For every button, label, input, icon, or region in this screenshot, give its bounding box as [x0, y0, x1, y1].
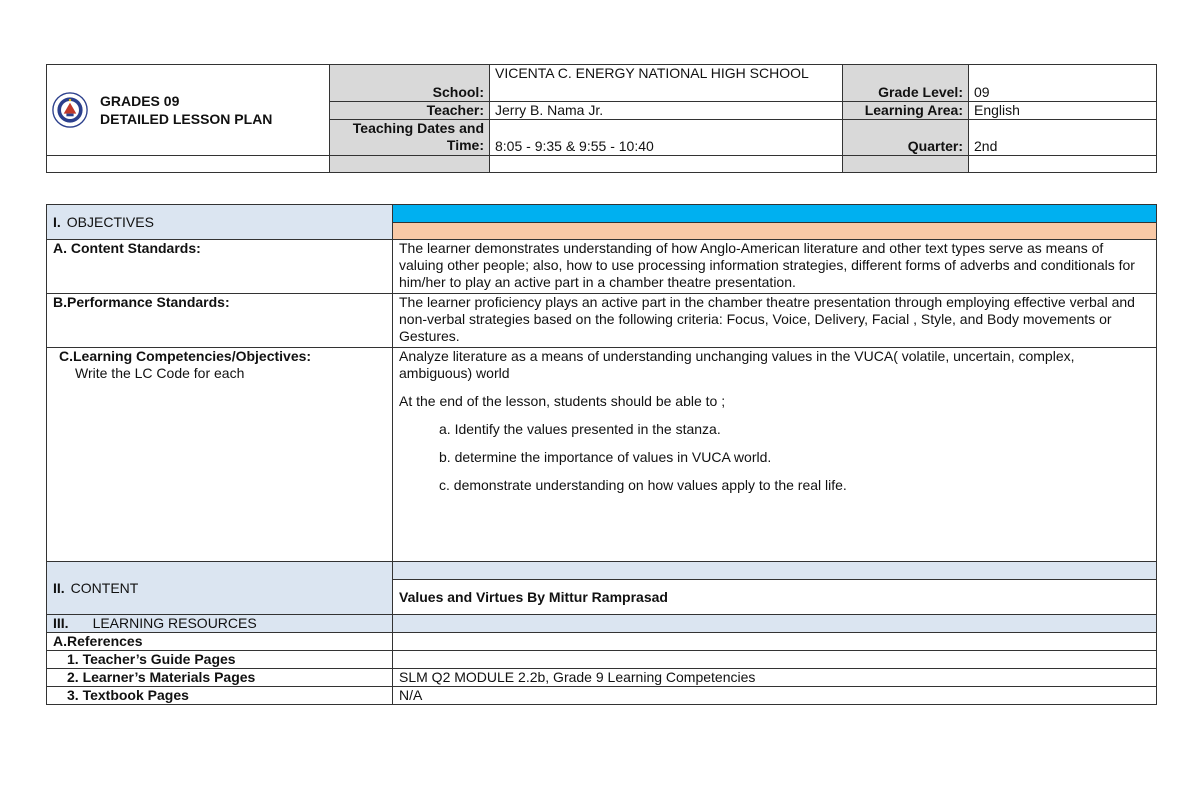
textbook-value: N/A — [393, 687, 1157, 705]
resources-heading-cell — [47, 615, 393, 633]
teacher-label: Teacher: — [330, 102, 490, 120]
performance-standards-label: B.Performance Standards: — [47, 294, 393, 348]
resources-numeral: III. — [53, 615, 69, 631]
content-standards-text: The learner demonstrates understanding of how Anglo-American literature and other text types serve as means of valuing other people; also, how to use processing information strategies, different forms of adverbs and conditionals for him/her to play an active part in a chamber theatre presentation. — [393, 240, 1157, 294]
lesson-plan-header-table — [46, 64, 1157, 173]
objectives-heading: OBJECTIVES — [66, 213, 154, 230]
teaching-dates-label: Teaching Dates and Time: — [330, 120, 490, 156]
objectives-heading-cell — [47, 205, 393, 240]
header-empty-cell — [490, 156, 843, 173]
teachers-guide-label: 1. Teacher’s Guide Pages — [47, 651, 393, 669]
deped-seal-icon — [52, 92, 88, 128]
header-empty-cell — [47, 156, 330, 173]
competencies-content-cell — [393, 348, 1157, 562]
content-standards-label: A. Content Standards: — [47, 240, 393, 294]
references-label: A.References — [47, 633, 393, 651]
quarter-value: 2nd — [969, 120, 1157, 156]
header-logo-cell — [47, 65, 330, 156]
plan-type-title: DETAILED LESSON PLAN — [100, 111, 273, 127]
content-shaded-band — [393, 562, 1157, 580]
competencies-sublabel: Write the LC Code for each — [75, 365, 245, 381]
school-value: VICENTA C. ENERGY NATIONAL HIGH SCHOOL — [490, 65, 843, 102]
content-heading-cell — [47, 562, 393, 615]
competencies-text: Analyze literature as a means of understanding unchanging values in the VUCA( volatile, uncertain, complex, ambiguous) world — [399, 348, 1075, 381]
content-value: Values and Virtues By Mittur Ramprasad — [393, 580, 1157, 615]
content-numeral: II. — [53, 579, 65, 596]
objective-item: c. demonstrate understanding on how values apply to the real life. — [439, 477, 847, 493]
learning-area-label: Learning Area: — [843, 102, 969, 120]
resources-shaded-band — [393, 615, 1157, 633]
objectives-peach-band — [393, 223, 1157, 240]
lesson-intro: At the end of the lesson, students should be able to ; — [399, 393, 726, 409]
teacher-value: Jerry B. Nama Jr. — [490, 102, 843, 120]
objective-item: a. Identify the values presented in the stanza. — [439, 421, 721, 437]
grade-level-value: 09 — [969, 65, 1157, 102]
learners-materials-label: 2. Learner’s Materials Pages — [47, 669, 393, 687]
objectives-blue-band — [393, 205, 1157, 223]
school-label: School: — [330, 65, 490, 102]
plan-grade-title: GRADES 09 — [100, 93, 180, 109]
teachers-guide-value — [393, 651, 1157, 669]
learning-area-value: English — [969, 102, 1157, 120]
learners-materials-value: SLM Q2 MODULE 2.2b, Grade 9 Learning Competencies — [393, 669, 1157, 687]
objective-item: b. determine the importance of values in VUCA world. — [439, 449, 772, 465]
grade-level-label: Grade Level: — [843, 65, 969, 102]
textbook-label: 3. Textbook Pages — [47, 687, 393, 705]
performance-standards-text: The learner proficiency plays an active part in the chamber theatre presentation through employing effective verbal and non-verbal strategies based on the following criteria: Focus, Voice, Delivery, Facial , Style, and Body movements or Gestures. — [393, 294, 1157, 348]
header-empty-cell — [969, 156, 1157, 173]
teaching-dates-value: 8:05 - 9:35 & 9:55 - 10:40 — [490, 120, 843, 156]
resources-heading: LEARNING RESOURCES — [92, 615, 257, 631]
objectives-list — [399, 421, 1150, 494]
quarter-label: Quarter: — [843, 120, 969, 156]
content-heading: CONTENT — [70, 579, 139, 596]
lesson-plan-body-table — [46, 204, 1157, 705]
competencies-label-cell — [47, 348, 393, 562]
header-empty-cell — [330, 156, 490, 173]
references-empty-cell — [393, 633, 1157, 651]
objectives-numeral: I. — [53, 213, 61, 230]
competencies-label: C.Learning Competencies/Objectives: — [59, 348, 312, 364]
header-empty-cell — [843, 156, 969, 173]
